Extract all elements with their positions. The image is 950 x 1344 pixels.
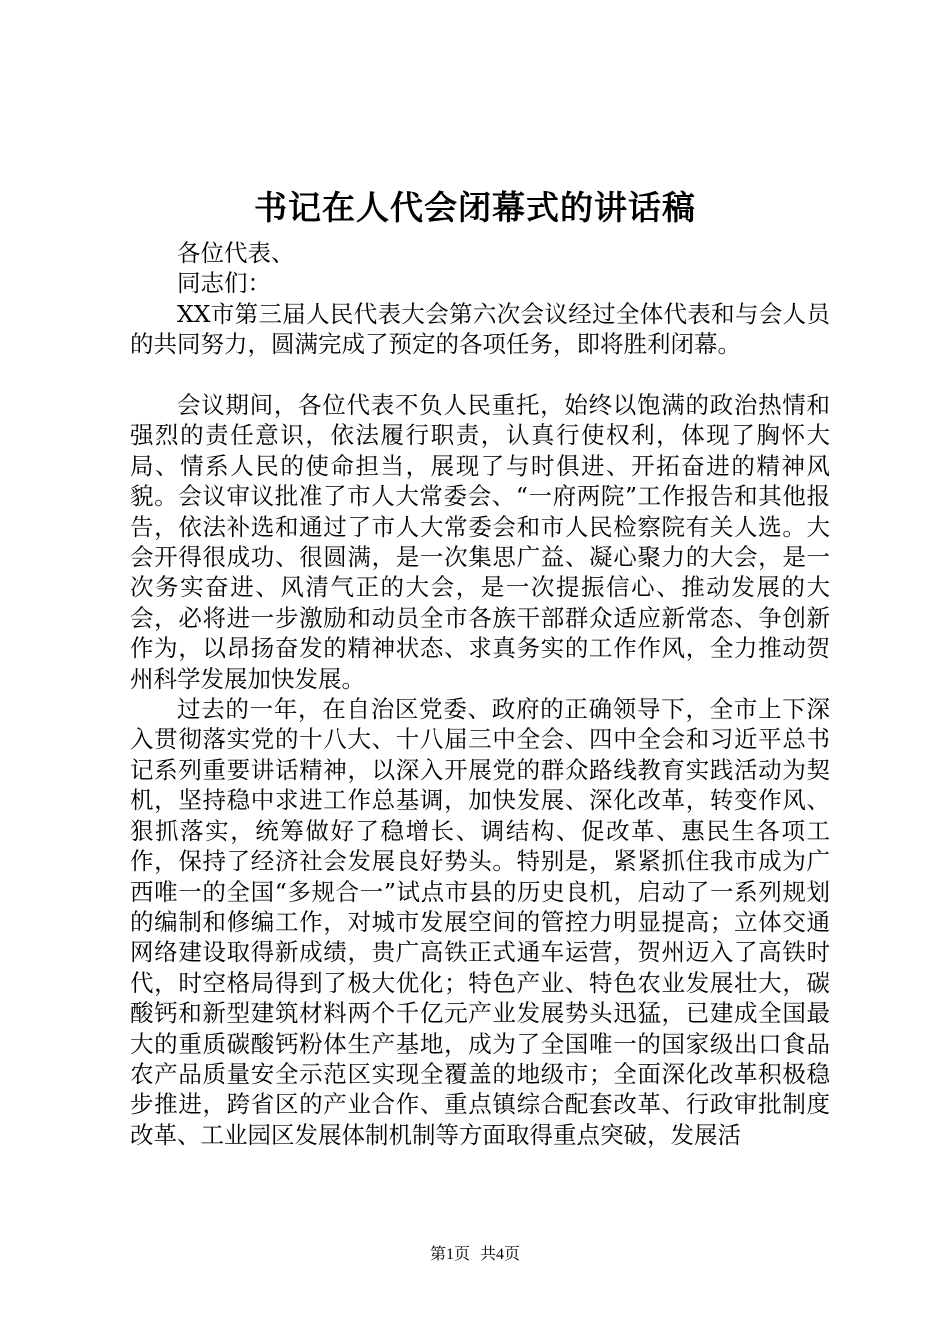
salutation-line-1: 各位代表、 [177, 239, 295, 267]
page-number: 第1页 [429, 1246, 470, 1263]
document-title: 书记在人代会闭幕式的讲话稿 [254, 188, 696, 227]
page-total: 共4页 [480, 1246, 521, 1263]
document-body [130, 238, 830, 1150]
body-paragraph-3: 过去的一年，在自治区党委、政府的正确领导下，全市上下深入贯彻落实党的十八大、十八届三中全会、四中全会和习近平总书记系列重要讲话精神，以深入开展党的群众路线教育实践活动为契机，坚持稳中求进工作总基调，加快发展、深化改革，转变作风、狠抓落实，统筹做好了稳增长、调结构、促改革、惠民生各项工作，保持了经济社会发展良好势头。特别是，紧紧抓住我市成为广西唯一的全国“多规合一”试点市县的历史良机，启动了一系列规划的编制和修编工作，对城市发展空间的管控力明显提高；立体交通网络建设取得新成绩，贵广高铁正式通车运营，贺州迈入了高铁时代，时空格局得到了极大优化；特色产业、特色农业发展壮大，碳酸钙和新型建筑材料两个千亿元产业发展势头迅猛，已建成全国最大的重质碳酸钙粉体生产基地，成为了全国唯一的国家级出口食品农产品质量安全示范区实现全覆盖的地级市；全面深化改革积极稳步推进，跨省区的产业合作、重点镇综合配套改革、行政审批制度改革、工业园区发展体制机制等方面取得重点突破，发展活 [130, 695, 830, 1149]
body-paragraph-1: XX市第三届人民代表大会第六次会议经过全体代表和与会人员的共同努力，圆满完成了预定的各项任务，即将胜利闭幕。 [130, 299, 830, 359]
body-paragraph-2: 会议期间，各位代表不负人民重托，始终以饱满的政治热情和强烈的责任意识，依法履行职责，认真行使权利，体现了胸怀大局、情系人民的使命担当，展现了与时俱进、开拓奋进的精神风貌。会议审议批准了市人大常委会、“一府两院”工作报告和其他报告，依法补选和通过了市人大常委会和市人民检察院有关人选。大会开得很成功、很圆满，是一次集思广益、凝心聚力的大会，是一次务实奋进、风清气正的大会，是一次提振信心、推动发展的大会，必将进一步激励和动员全市各族干部群众适应新常态、争创新作为，以昂扬奋发的精神状态、求真务实的工作作风，全力推动贺州科学发展加快发展。 [130, 391, 830, 693]
salutation-line-2: 同志们： [177, 269, 271, 298]
page-footer [0, 1245, 950, 1265]
